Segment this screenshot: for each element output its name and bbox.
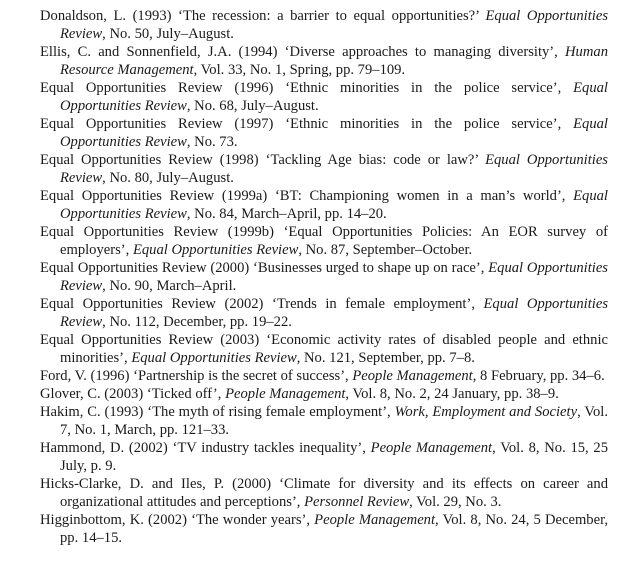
reference-entry-glover-2003 [40, 385, 608, 403]
reference-entry-ellis-sonnenfield-1994 [40, 43, 608, 79]
reference-text: Ford, V. (1996) ‘Partnership is the secret of success’, [40, 368, 353, 384]
reference-text: , Vol. 33, No. 1, Spring, pp. 79–109. [193, 62, 406, 78]
reference-source-title: Equal Opportunities Review [60, 152, 608, 186]
reference-entry-eor-2002 [40, 295, 608, 331]
reference-source-title: Human Resource Management [60, 44, 608, 78]
reference-source-title: People Management [370, 440, 493, 456]
reference-text: , Vol. 8, No. 15, 25 July, p. 9. [60, 440, 608, 474]
reference-text: , No. 90, March–April. [102, 278, 237, 294]
reference-entry-eor-1997 [40, 115, 608, 151]
reference-entry-eor-1999b [40, 223, 608, 259]
reference-text: Equal Opportunities Review (2002) ‘Trends in female employment’, [40, 296, 484, 312]
reference-text: Hakim, C. (1993) ‘The myth of rising female employment’, [40, 404, 395, 420]
reference-text: Equal Opportunities Review (2000) ‘Businesses urged to shape up on race’, [40, 260, 489, 276]
reference-text: Higginbottom, K. (2002) ‘The wonder years’, [40, 512, 315, 528]
reference-source-title: Work, Employment and Society [394, 404, 578, 420]
reference-text: , No. 68, July–August. [186, 98, 319, 114]
reference-source-title: Equal Opportunities Review [60, 8, 609, 42]
reference-text: , No. 50, July–August. [102, 26, 234, 42]
reference-source-title: Equal Opportunities Review [60, 116, 608, 150]
reference-text: Donaldson, L. (1993) ‘The recession: a barrier to equal opportunities?’ [40, 8, 486, 24]
reference-entry-higginbottom-2002 [40, 511, 608, 547]
reference-entry-eor-2000 [40, 259, 608, 295]
reference-entry-donaldson-1993 [40, 7, 608, 43]
reference-text: , Vol. 7, No. 1, March, pp. 121–33. [60, 404, 608, 438]
reference-text: Equal Opportunities Review (1996) ‘Ethnic minorities in the police service’, [40, 80, 574, 96]
reference-entry-eor-1998 [40, 151, 608, 187]
reference-text: , No. 121, September, pp. 7–8. [296, 350, 475, 366]
reference-entry-hakim-1993 [40, 403, 608, 439]
reference-text: Equal Opportunities Review (1997) ‘Ethnic minorities in the police service’, [40, 116, 574, 132]
reference-text: Equal Opportunities Review (1998) ‘Tackling Age bias: code or law?’ [40, 152, 486, 168]
reference-text: Equal Opportunities Review (1999b) ‘Equal Opportunities Policies: An EOR survey of employers’, [40, 224, 608, 258]
reference-text: , No. 84, March–April, pp. 14–20. [186, 206, 387, 222]
reference-source-title: Equal Opportunities Review [60, 188, 608, 222]
reference-source-title: Equal Opportunities Review [60, 296, 608, 330]
reference-text: , No. 87, September–October. [298, 242, 473, 258]
reference-source-title: Personnel Review [304, 494, 410, 510]
reference-source-title: People Management [314, 512, 436, 528]
reference-entry-eor-2003 [40, 331, 608, 367]
reference-text: Hicks-Clarke, D. and Iles, P. (2000) ‘Climate for diversity and its effects on career and organizational attitudes and perceptions’, [40, 476, 608, 510]
reference-text: , Vol. 29, No. 3. [409, 494, 502, 510]
reference-text: Hammond, D. (2002) ‘TV industry tackles inequality’, [40, 440, 371, 456]
reference-text: , No. 80, July–August. [102, 170, 234, 186]
reference-text: Equal Opportunities Review (1999a) ‘BT: Championing women in a man’s world’, [40, 188, 574, 204]
reference-entry-ford-1996 [40, 367, 608, 385]
reference-text: , No. 112, December, pp. 19–22. [102, 314, 292, 330]
reference-text: Glover, C. (2003) ‘Ticked off’, [40, 386, 226, 402]
reference-source-title: Equal Opportunities Review [60, 260, 608, 294]
reference-source-title: Equal Opportunities Review [132, 242, 299, 258]
reference-text: Equal Opportunities Review (2003) ‘Economic activity rates of disabled people and ethnic minorities’, [40, 332, 608, 366]
reference-entry-hammond-2002 [40, 439, 608, 475]
reference-text: , Vol. 8, No. 24, 5 December, pp. 14–15. [60, 512, 608, 546]
reference-text: , No. 73. [186, 134, 238, 150]
reference-text: , 8 February, pp. 34–6. [472, 368, 605, 384]
reference-source-title: People Management [352, 368, 473, 384]
reference-entry-eor-1996 [40, 79, 608, 115]
reference-list [40, 7, 608, 547]
reference-entry-eor-1999a [40, 187, 608, 223]
reference-entry-hicks-clarke-iles-2000 [40, 475, 608, 511]
reference-text: Ellis, C. and Sonnenfield, J.A. (1994) ‘Diverse approaches to managing diversity’, [40, 44, 566, 60]
reference-source-title: Equal Opportunities Review [60, 80, 608, 114]
reference-text: , Vol. 8, No. 2, 24 January, pp. 38–9. [345, 386, 559, 402]
reference-source-title: Equal Opportunities Review [131, 350, 297, 366]
reference-source-title: People Management [225, 386, 346, 402]
